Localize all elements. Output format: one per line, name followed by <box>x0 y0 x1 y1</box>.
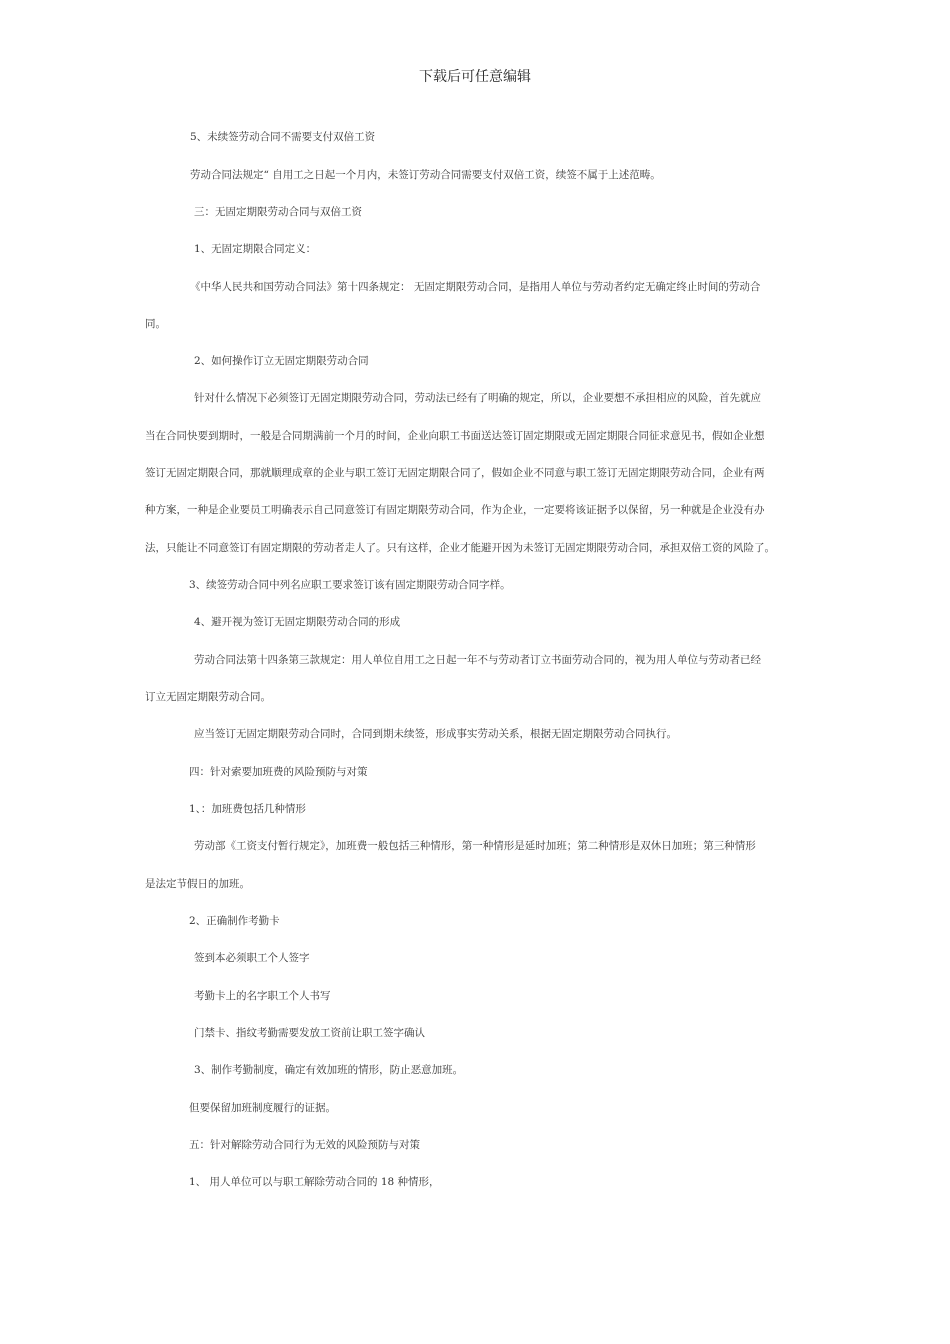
list-item-sign-in: 签到本必须职工个人签字 <box>194 952 310 964</box>
paragraph-how-to-sign-3: 签订无固定期限合同，那就顺理成章的企业与职工签订无固定期限合同了，假如企业不同意与职工签订无固定期限劳动合同，企业有两 <box>145 467 765 479</box>
heading-renewal-wording: 3、续签劳动合同中列名应职工要求签订该有固定期限劳动合同字样。 <box>189 579 511 591</box>
heading-avoid-deemed-contract: 4、避开视为签订无固定期限劳动合同的形成 <box>194 616 401 628</box>
paragraph-labor-law-rule: 劳动合同法规定“ 自用工之日起一个月内，未签订劳动合同需要支付双倍工资，续签不属于上述范畴。 <box>190 169 661 181</box>
paragraph-wage-regulation-cont: 是法定节假日的加班。 <box>145 878 250 890</box>
list-item-access-card: 门禁卡、指纹考勤需要发放工资前让职工签字确认 <box>194 1027 425 1039</box>
paragraph-how-to-sign-5: 法，只能让不同意签订有固定期限的劳动者走人了。只有这样，企业才能避开因为未签订无固定期限劳动合同，承担双倍工资的风险了。 <box>145 542 775 554</box>
paragraph-how-to-sign-4: 种方案，一种是企业要员工明确表示自己同意签订有固定期限劳动合同，作为企业，一定要将该证据予以保留，另一种就是企业没有办 <box>145 504 765 516</box>
heading-attendance-card: 2、正确制作考勤卡 <box>189 915 280 927</box>
section-heading-4: 四：针对索要加班费的风险预防与对策 <box>189 766 368 778</box>
paragraph-keep-evidence: 但要保留加班制度履行的证据。 <box>189 1102 336 1114</box>
heading-open-ended-definition: 1、无固定期限合同定义： <box>194 243 317 255</box>
paragraph-de-facto-relation: 应当签订无固定期限劳动合同时，合同到期未续签，形成事实劳动关系，根据无固定期限劳动合同执行。 <box>194 728 677 740</box>
section-heading-5: 五：针对解除劳动合同行为无效的风险预防与对策 <box>189 1139 420 1151</box>
paragraph-article-14-clause-3: 劳动合同法第十四条第三款规定：用人单位自用工之日起一年不与劳动者订立书面劳动合同的，视为用人单位与劳动者已经 <box>194 654 761 666</box>
paragraph-how-to-sign-1: 针对什么情况下必须签订无固定期限劳动合同，劳动法已经有了明确的规定，所以，企业要想不承担相应的风险，首先就应 <box>194 392 761 404</box>
section-heading-3: 三：无固定期限劳动合同与双倍工资 <box>194 206 362 218</box>
heading-no-renewal-double-wage: 5、未续签劳动合同不需要支付双倍工资 <box>190 131 376 143</box>
paragraph-article-14: 《中华人民共和国劳动合同法》第十四条规定： 无固定期限劳动合同，是指用人单位与劳动者约定无确定终止时间的劳动合 <box>190 281 761 293</box>
heading-18-termination-cases: 1、 用人单位可以与职工解除劳动合同的 18 种情形， <box>189 1176 440 1188</box>
paragraph-how-to-sign-2: 当在合同快要到期时，一般是合同期满前一个月的时间，企业向职工书面送达签订固定期限或无固定期限合同征求意见书，假如企业想 <box>145 430 765 442</box>
heading-how-to-sign: 2、如何操作订立无固定期限劳动合同 <box>194 355 369 367</box>
page-header: 下载后可任意编辑 <box>419 69 531 85</box>
paragraph-article-14-clause-3-cont: 订立无固定期限劳动合同。 <box>145 691 271 703</box>
heading-overtime-types: 1、：加班费包括几种情形 <box>189 803 306 815</box>
paragraph-wage-regulation: 劳动部《工资支付暂行规定》，加班费一般包括三种情形，第一种情形是延时加班；第二种情形是双休日加班；第三种情形 <box>194 840 756 852</box>
heading-attendance-system: 3、制作考勤制度，确定有效加班的情形，防止恶意加班。 <box>194 1064 464 1076</box>
list-item-card-name: 考勤卡上的名字职工个人书写 <box>194 990 331 1002</box>
paragraph-article-14-cont: 同。 <box>145 318 166 330</box>
